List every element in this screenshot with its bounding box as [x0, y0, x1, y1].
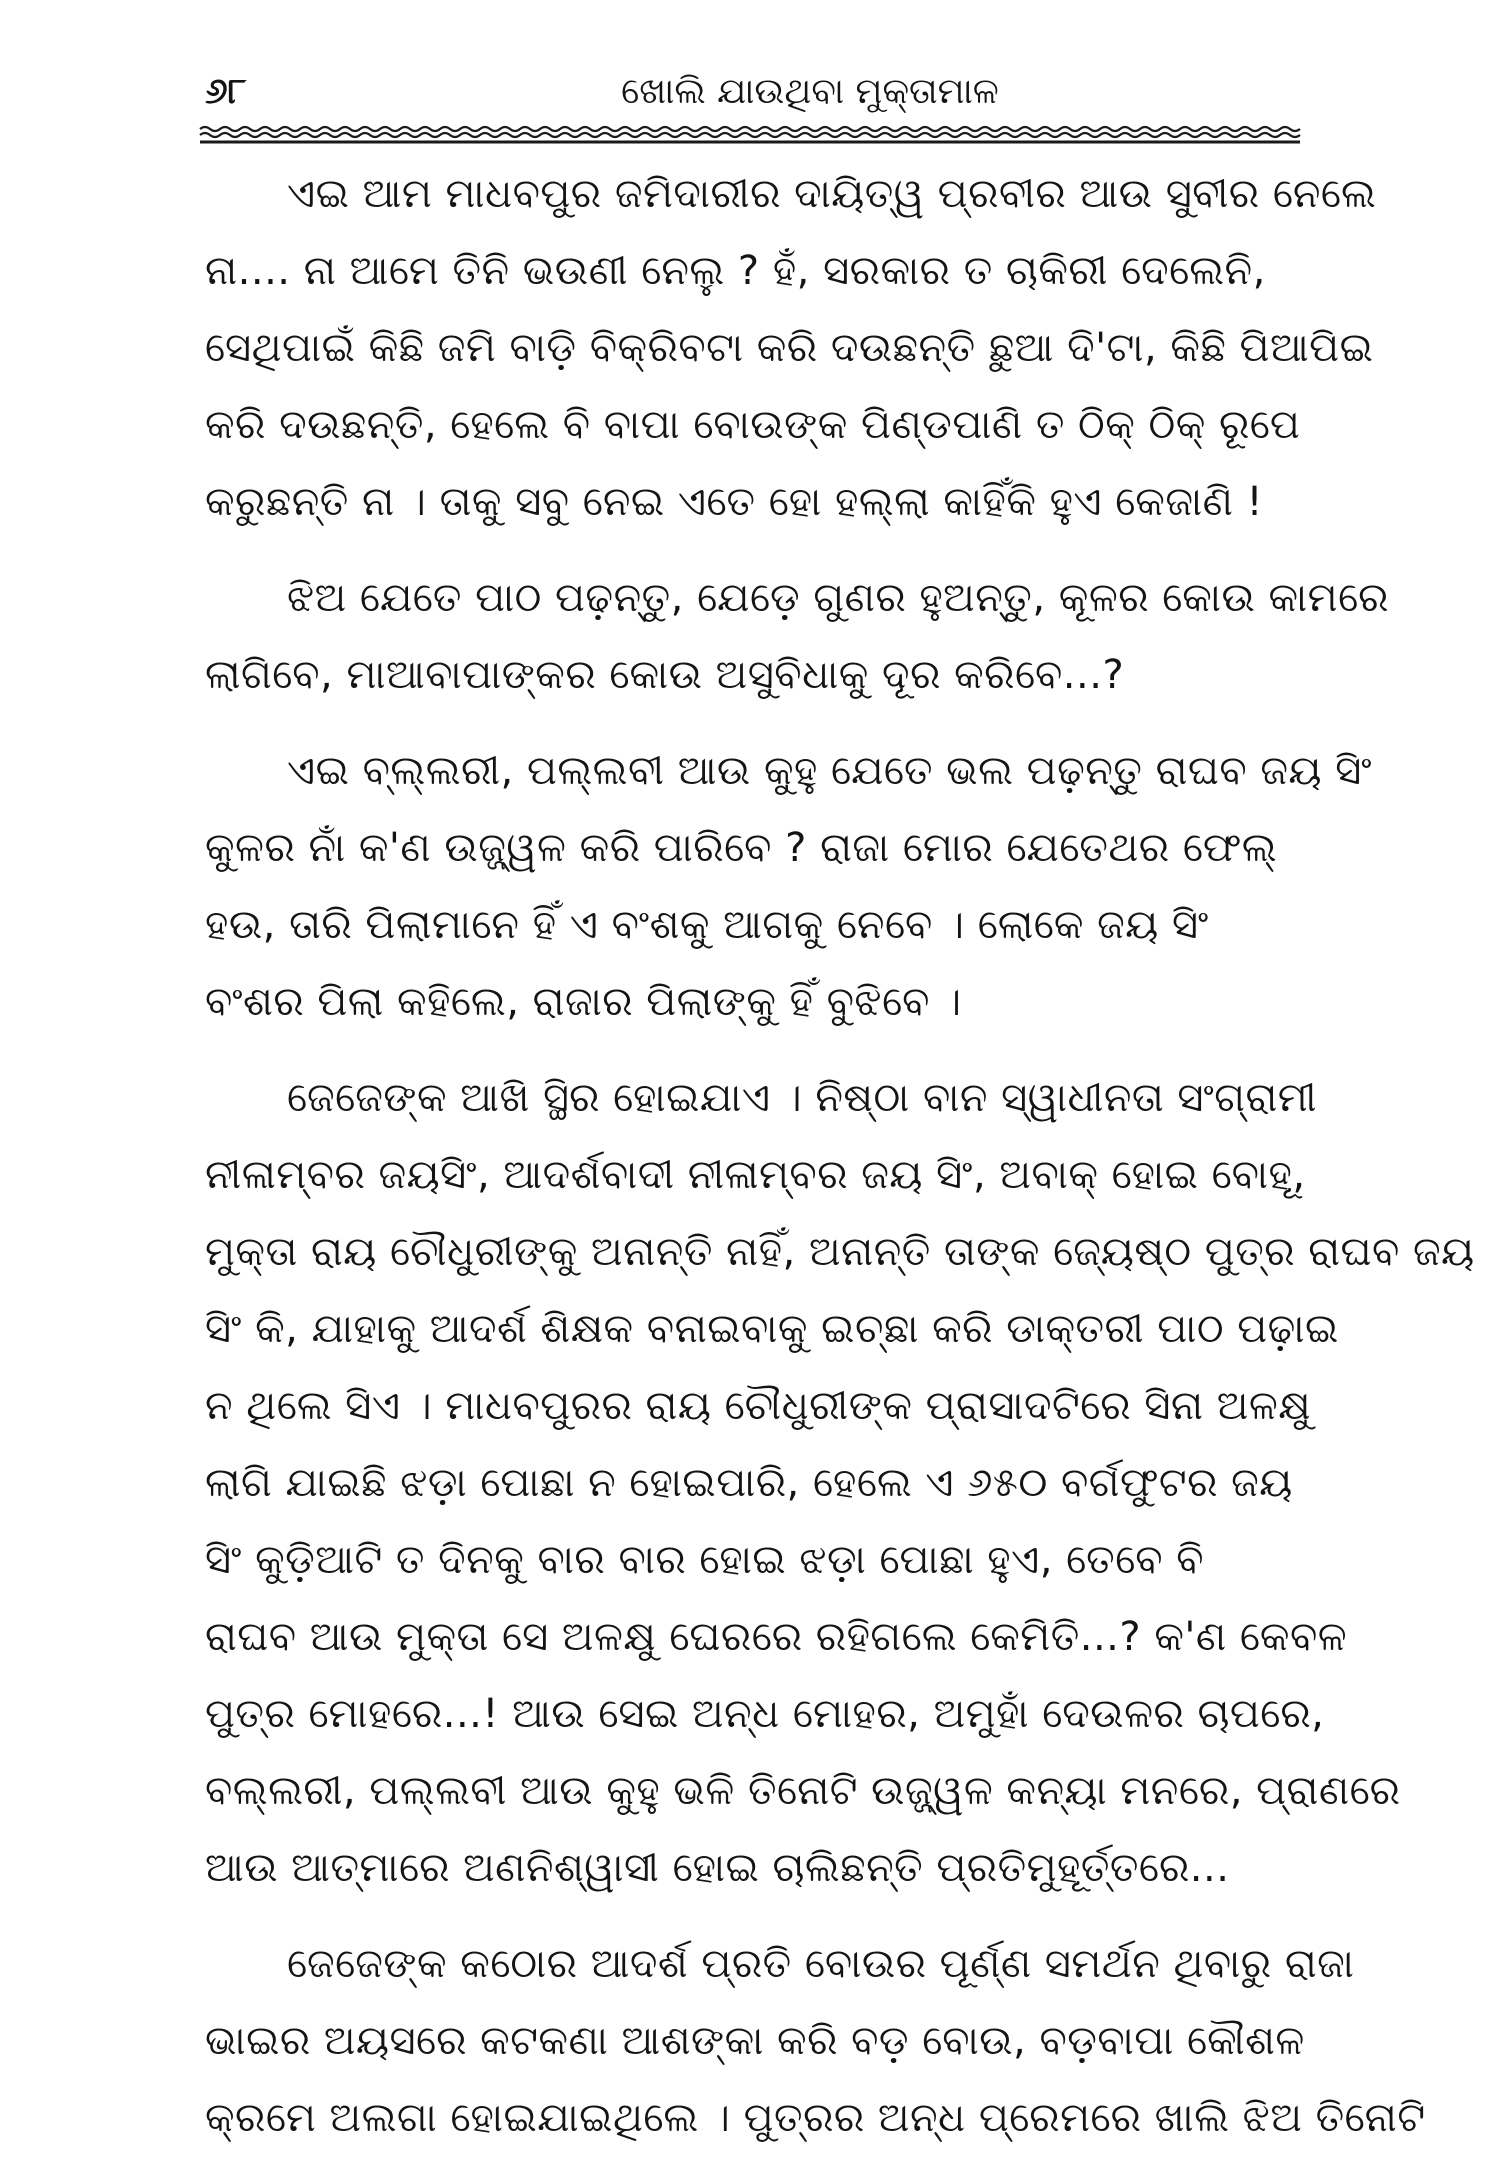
- text-line: ନୀଳାମ୍ବର ଜୟସିଂ, ଆଦର୍ଶବାଦୀ ନୀଳାମ୍ବର ଜୟ ସିଂ, ଅବାକ୍ ହୋଇ ବୋହୂ,: [205, 1152, 1306, 1198]
- text-line: କ୍ରମେ ଅଲଗା ହୋଇଯାଇଥିଲେ । ପୁତ୍ରର ଅନ୍ଧ ପ୍ରେମରେ ଖାଲି ଝିଅ ତିନୋଟି: [205, 2095, 1426, 2141]
- text-line: ପୁତ୍ର ମୋହରେ...! ଆଉ ସେଇ ଅନ୍ଧ ମୋହର, ଅମୁହାଁ ଦେଉଳର ଚାପରେ,: [205, 1691, 1325, 1737]
- text-line: ମୁକ୍ତା ରାୟ ଚୌଧୁରୀଙ୍କୁ ଅନାନ୍ତି ନାହିଁ, ଅନାନ୍ତି ତାଙ୍କ ଜ୍ୟେଷ୍ଠ ପୁତ୍ର ରାଘବ ଜୟ: [205, 1229, 1475, 1275]
- body-text: [205, 156, 1475, 2176]
- text-line: ଜେଜେଙ୍କ କଠୋର ଆଦର୍ଶ ପ୍ରତି ବୋଉର ପୂର୍ଣ୍ଣ ସମର୍ଥନ ଥିବାରୁ ରାଜା: [287, 1941, 1355, 1987]
- text-line: କୁଳର ନାଁ କ'ଣ ଉଜ୍ଜ୍ୱଳ କରି ପାରିବେ ? ରାଜା ମୋର ଯେତେଥର ଫେଲ୍: [205, 825, 1278, 871]
- paragraph-3: [205, 733, 1373, 1041]
- text-line: ରାଘବ ଆଉ ମୁକ୍ତା ସେ ଅଳକ୍ଷୁ ଘେରରେ ରହିଗଲେ କେମିତି...? କ'ଣ କେବଳ: [205, 1614, 1348, 1660]
- text-line: ସିଂ କି, ଯାହାକୁ ଆଦର୍ଶ ଶିକ୍ଷକ ବନାଇବାକୁ ଇଚ୍ଛା କରି ଡାକ୍ତରୀ ପାଠ ପଢ଼ାଇ: [205, 1306, 1339, 1352]
- text-line: ଜେଜେଙ୍କ ଆଖି ସ୍ଥିର ହୋଇଯାଏ । ନିଷ୍ଠା ବାନ ସ୍ୱାଧୀନତା ସଂଗ୍ରାମୀ: [287, 1075, 1317, 1121]
- text-line: ନା.... ନା ଆମେ ତିନି ଭଉଣୀ ନେଲୁ ? ହଁ, ସରକାର ତ ଚାକିରୀ ଦେଲେନି,: [205, 248, 1266, 294]
- running-title: ଖୋଲି ଯାଉଥିବା ମୁକ୍ତାମାଳ: [621, 71, 999, 112]
- text-line: ଆଉ ଆତ୍ମାରେ ଅଣନିଶ୍ୱାସୀ ହୋଇ ଚାଲିଛନ୍ତି ପ୍ରତିମୁହୂର୍ତ୍ତରେ...: [205, 1845, 1230, 1891]
- text-line: ସେଥିପାଇଁ କିଛି ଜମି ବାଡ଼ି ବିକ୍ରିବଟା କରି ଦଉଛନ୍ତି ଛୁଆ ଦି'ଟା, କିଛି ପିଆପିଇ: [205, 325, 1374, 371]
- text-line: ଭାଇର ଅୟସରେ କଟକଣା ଆଶଙ୍କା କରି ବଡ଼ ବୋଉ, ବଡ଼ବାପା କୌଶଳ: [205, 2018, 1305, 2064]
- page-header: [205, 62, 1295, 122]
- paragraph-2: [205, 560, 1389, 714]
- paragraph-4: [205, 1060, 1475, 1907]
- text-line: ବଲ୍ଲରୀ, ପଲ୍ଲବୀ ଆଉ କୁହୁ ଭଳି ତିନୋଟି ଉଜ୍ଜ୍ୱଳ କନ୍ୟା ମନରେ, ପ୍ରାଣରେ: [205, 1768, 1401, 1814]
- text-line: ଲାଗି ଯାଇଛି ଝଡ଼ା ପୋଛା ନ ହୋଇପାରି, ହେଲେ ଏ ୬୫୦ ବର୍ଗଫୁଟର ଜୟ: [205, 1460, 1293, 1506]
- text-line: ବଂଶର ପିଲା କହିଲେ, ରାଜାର ପିଲାଙ୍କୁ ହିଁ ବୁଝିବେ ।: [205, 979, 962, 1025]
- page-number: ୬୮: [205, 71, 247, 112]
- paragraph-5: [205, 1926, 1426, 2157]
- text-line: ସିଂ କୁଡ଼ିଆଟି ତ ଦିନକୁ ବାର ବାର ହୋଇ ଝଡ଼ା ପୋଛା ହୁଏ, ତେବେ ବି: [205, 1537, 1205, 1583]
- text-line: ହଉ, ତାରି ପିଲାମାନେ ହିଁ ଏ ବଂଶକୁ ଆଗକୁ ନେବେ । ଲୋକେ ଜୟ ସିଂ: [205, 902, 1209, 948]
- text-line: କରୁଛନ୍ତି ନା । ତାକୁ ସବୁ ନେଇ ଏତେ ହୋ ହଲ୍ଲା କାହିଁକି ହୁଏ କେଜାଣି !: [205, 479, 1264, 525]
- text-line: ଲାଗିବେ, ମାଆବାପାଙ୍କର କୋଉ ଅସୁବିଧାକୁ ଦୂର କରିବେ...?: [205, 652, 1125, 698]
- paragraph-1: [205, 156, 1377, 541]
- text-line: ଏଇ ବ୍‌ଲ୍ଲରୀ, ପଲ୍ଲବୀ ଆଉ କୁହୁ ଯେତେ ଭଲ ପଢ଼ନ୍ତୁ ରାଘବ ଜୟ ସିଂ: [287, 748, 1373, 794]
- decorative-header-rule: [200, 125, 1300, 147]
- text-line: ନ ଥିଲେ ସିଏ । ମାଧବପୁରର ରାୟ ଚୌଧୁରୀଙ୍କ ପ୍ରାସାଦଟିରେ ସିନା ଅଳକ୍ଷୁ: [205, 1383, 1312, 1429]
- text-line: ଏଇ ଆମ ମାଧବପୁର ଜମିଦାରୀର ଦାୟିତ୍ୱ ପ୍ରବୀର ଆଉ ସୁବୀର ନେଲେ: [287, 171, 1377, 217]
- text-line: କରି ଦଉଛନ୍ତି, ହେଲେ ବି ବାପା ବୋଉଙ୍କ ପିଣ୍ଡପାଣି ତ ଠିକ୍ ଠିକ୍ ରୂପେ: [205, 402, 1301, 448]
- text-line: ଝିଅ ଯେତେ ପାଠ ପଢ଼ନ୍ତୁ, ଯେଡ଼େ ଗୁଣର ହୁଅନ୍ତୁ, କୂଳର କୋଉ କାମରେ: [287, 575, 1389, 621]
